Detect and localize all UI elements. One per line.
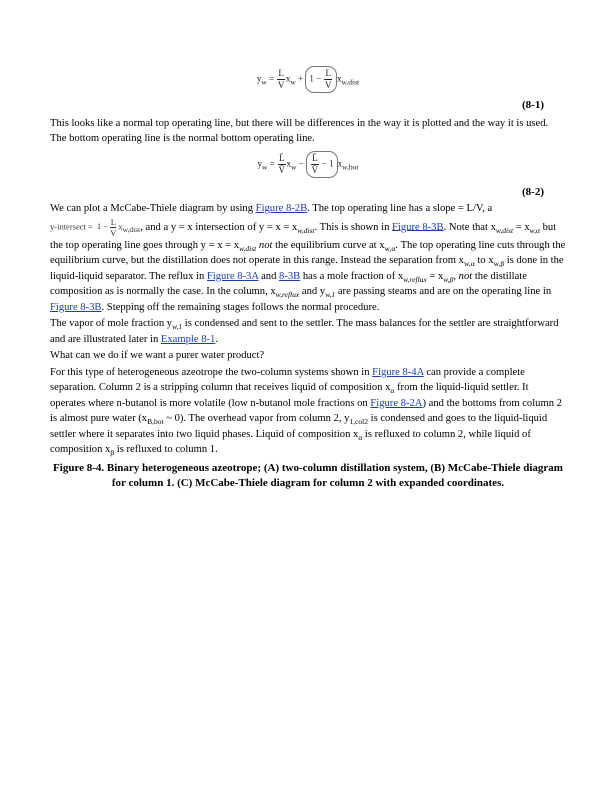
- equation-number: (8-1): [522, 99, 544, 111]
- link-figure-8-2b[interactable]: Figure 8-2B: [255, 203, 308, 214]
- eq-subscript: w: [290, 77, 296, 87]
- eq-symbol: −: [298, 158, 304, 169]
- paragraph: For this type of heterogeneous azeotrope the two-column systems shown in Figure 8-4A can provide a complete separation. Column 2 is a stripping column that receives liquid of composition $x_\alpha$ from the liquid-liquid settler. It operates where n-butanol is more volatile (low n-butanol mole fractions on Figure 8-2A) and the bottoms from column 2 is almost pure water ($x_{B,bot}$ ~ 0). The overhead vapor from column 2, $y_{1,col2}$ is condensed and goes to the liquid-liquid settler where it separates into two liquid phases. Liquid of composition $x_\alpha$ is refluxed to column 2, while liquid of composition $x_\beta$ is refluxed to column 1.: [50, 366, 562, 458]
- paragraph: The vapor of mole fraction $y_{w,1}$ is condensed and sent to the settler. The mass balances for the settler are straightforward and are illustrated later in Example 8-1.: [50, 318, 559, 345]
- eq-symbol: +: [298, 73, 304, 84]
- eq-subscript: w,bot: [342, 161, 359, 171]
- paragraph: What can we do if we want a purer water product?: [50, 350, 265, 361]
- link-figure-8-3b[interactable]: Figure 8-3B: [392, 221, 444, 233]
- equation-8-1: [50, 66, 566, 93]
- link-figure-8-4a[interactable]: Figure 8-4A: [372, 366, 424, 378]
- eq-symbol: =: [269, 73, 275, 84]
- document-page: [50, 0, 566, 491]
- y-intersect-equation: y-intersect = 1 − $\frac{L}{V}$ $x_{w,dist}$: [50, 216, 141, 238]
- fraction: $\frac{L}{V}$: [277, 68, 285, 90]
- eq-subscript: w,dist: [341, 77, 360, 87]
- eq-symbol: x: [285, 73, 291, 84]
- fraction: $\frac{L̄}{V̄}$: [278, 152, 286, 175]
- link-example-8-1[interactable]: Example 8-1: [160, 333, 216, 345]
- eq-subscript: w: [291, 161, 297, 171]
- link-figure-8-3a[interactable]: Figure 8-3A: [206, 270, 259, 282]
- eq-subscript: w: [261, 77, 267, 87]
- paragraph: We can plot a McCabe-Thiele diagram by using Figure 8-2B. The top operating line has a slope = L/V, a y-intersect = 1 − $\frac{L}{V}$ $x_{w,dist}$, and a y = x intersection of $y = x = x_{w,dist}$. This is shown in Figure 8-3B. Note that $x_{w,dist} = x_{w,\alpha}$ but the top operating line goes through $y = x = x_{w,dist}$ not the equilibrium curve at $x_{w,\alpha}$. The top operating line cuts through the equilibrium curve, but the distillation does not operate in this range. Instead the separation from $x_{w,\alpha}$ to $x_{w,\beta}$ is done in the liquid-liquid separator. The reflux in Figure 8-3A and 8-3B has a mole fraction of $x_{w,reflux} = x_{w,\beta}$, not the distillate composition as is normally the case. In the column, $x_{w,reflux}$ and $y_{w,1}$ are passing steams and are on the operating line in Figure 8-3B. Stepping off the remaining stages follows the normal procedure.: [50, 203, 566, 313]
- eq-subscript: w: [262, 161, 268, 171]
- link-figure-8-3b-2[interactable]: Figure 8-3B: [50, 301, 102, 313]
- parenthesis-group: 1 − $\frac{L}{V}$: [305, 66, 337, 93]
- eq-symbol: x: [337, 158, 343, 169]
- figure-caption: Figure 8-4. Binary heterogeneous azeotrope; (A) two-column distillation system, (B) McCabe-Thiele diagram for column 1. (C) McCabe-Thiele diagram for column 2 with expanded coordinates.: [53, 461, 563, 489]
- eq-symbol: y: [257, 158, 263, 169]
- equation-number: (8-2): [522, 185, 544, 198]
- eq-symbol: x: [336, 73, 342, 84]
- paragraph: This looks like a normal top operating line, but there will be differences in the way it is plotted and the way it is used. The bottom operating line is the normal bottom operating line.: [50, 117, 549, 144]
- equation-8-2: [50, 151, 566, 178]
- parenthesis-group: $\frac{L̄}{V̄}$ − 1: [306, 151, 338, 178]
- eq-symbol: y: [256, 73, 262, 84]
- eq-symbol: x: [286, 158, 292, 169]
- link-figure-8-2a[interactable]: Figure 8-2A: [370, 397, 423, 409]
- link-8-3b[interactable]: 8-3B: [279, 270, 301, 282]
- eq-symbol: =: [269, 158, 275, 169]
